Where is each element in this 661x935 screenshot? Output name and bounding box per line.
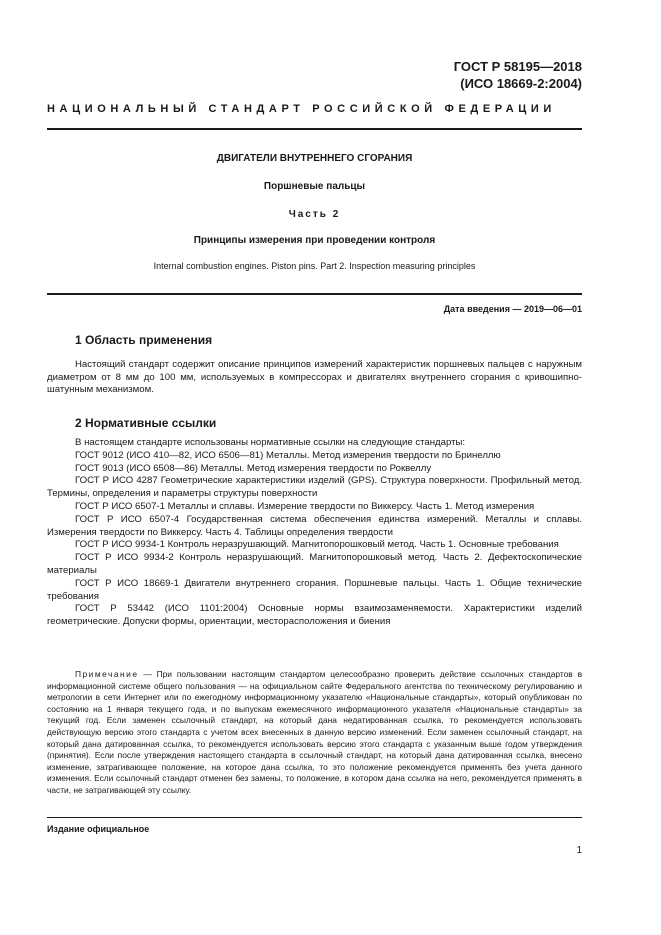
reference-item: ГОСТ Р ИСО 4287 Геометрические характеристики изделий (GPS). Структура поверхности. Профильный метод. Термины, определения и параметры структуры поверхности <box>47 475 582 500</box>
note-label: Примечание <box>75 669 139 679</box>
reference-item: ГОСТ 9013 (ИСО 6508—86) Металлы. Метод измерения твердости по Роквеллу <box>75 462 432 474</box>
references-intro: В настоящем стандарте использованы нормативные ссылки на следующие стандарты: <box>75 437 466 448</box>
reference-item: ГОСТ Р ИСО 18669-1 Двигатели внутреннего сгорания. Поршневые пальцы. Часть 1. Общие технические требования <box>47 577 582 602</box>
national-standard-banner: НАЦИОНАЛЬНЫЙ СТАНДАРТ РОССИЙСКОЙ ФЕДЕРАЦИИ <box>47 103 556 115</box>
reference-item: ГОСТ Р ИСО 6507-4 Государственная система обеспечения единства измерений. Металлы и сплавы. Измерения твердости по Виккерсу. Часть 4. Таблицы определения твердости <box>47 513 582 538</box>
document-number <box>454 58 582 92</box>
note <box>47 669 582 797</box>
scope-text: Настоящий стандарт содержит описание принципов измерений характеристик поршневых пальцев с наружным диаметром от 8 мм до 100 мм, используемых в компрессорах и двигателях внутреннего сгорания с кривошипно-шатунным механизмом. <box>47 359 582 395</box>
middle-divider <box>47 293 582 295</box>
gost-number: ГОСТ Р 58195—2018 <box>453 59 582 74</box>
title-subtitle: Поршневые пальцы <box>263 181 366 192</box>
reference-item: ГОСТ Р ИСО 9934-1 Контроль неразрушающий. Магнитопорошковый метод. Часть 1. Основные требования <box>75 539 559 551</box>
introduction-date: Дата введения — 2019—06—01 <box>443 304 582 314</box>
iso-number: (ИСО 18669-2:2004) <box>460 76 582 91</box>
references-list <box>47 437 582 629</box>
reference-item: ГОСТ Р 53442 (ИСО 1101:2004) Основные нормы взаимозаменяемости. Характеристики изделий геометрические. Допуски формы, ориентации, месторасположения и биения <box>47 603 582 628</box>
top-divider <box>47 128 582 130</box>
references-heading: 2 Нормативные ссылки <box>75 416 217 430</box>
title-principles: Принципы измерения при проведении контроля <box>193 235 436 246</box>
title-part: Часть 2 <box>288 209 341 220</box>
reference-item: ГОСТ Р ИСО 6507-1 Металлы и сплавы. Измерение твердости по Виккерсу. Часть 1. Метод измерения <box>75 500 535 512</box>
official-edition: Издание официальное <box>47 824 150 834</box>
note-text: — При пользовании настоящим стандартом целесообразно проверить действие ссылочных стандартов в информационной системе общего пользования — на официальном сайте Федерального агентства по техническому регулированию и метрологии в сети Интернет или по ежегодному информационному указателю «Национальные стандарты», который опубликован по состоянию на 1 января текущего года, и по выпускам ежемесячного информационного указателя «Национальные стандарты» за текущий год. Если заменен ссылочный стандарт, на который дана недатированная ссылка, то рекомендуется использовать действующую версию этого стандарта с учетом всех внесенных в данную версию изменений. Если заменен ссылочный стандарт, на который дана датированная ссылка, то рекомендуется использовать версию этого стандарта с указанным выше годом утверждения (принятия). Если после утверждения настоящего стандарта в ссылочный стандарт, на который дана датированная ссылка, внесено изменение, затрагивающее положение, на которое дана ссылка, то это положение рекомендуется применять без учета данного изменения. Если ссылочный стандарт отменен без замены, то положение, в котором дана ссылка на него, рекомендуется применять в части, не затрагивающей эту ссылку. <box>47 669 583 795</box>
bottom-divider <box>47 817 582 818</box>
title-main: ДВИГАТЕЛИ ВНУТРЕННЕГО СГОРАНИЯ <box>216 153 413 164</box>
title-english: Internal combustion engines. Piston pins. Part 2. Inspection measuring principles <box>153 261 476 271</box>
reference-item: ГОСТ Р ИСО 9934-2 Контроль неразрушающий. Магнитопорошковый метод. Часть 2. Дефектоскопические материалы <box>47 552 582 576</box>
scope-heading: 1 Область применения <box>75 333 213 347</box>
scope-paragraph <box>47 359 582 397</box>
reference-item: ГОСТ 9012 (ИСО 410—82, ИСО 6506—81) Металлы. Метод измерения твердости по Бринеллю <box>75 449 501 461</box>
page-number: 1 <box>576 845 582 856</box>
